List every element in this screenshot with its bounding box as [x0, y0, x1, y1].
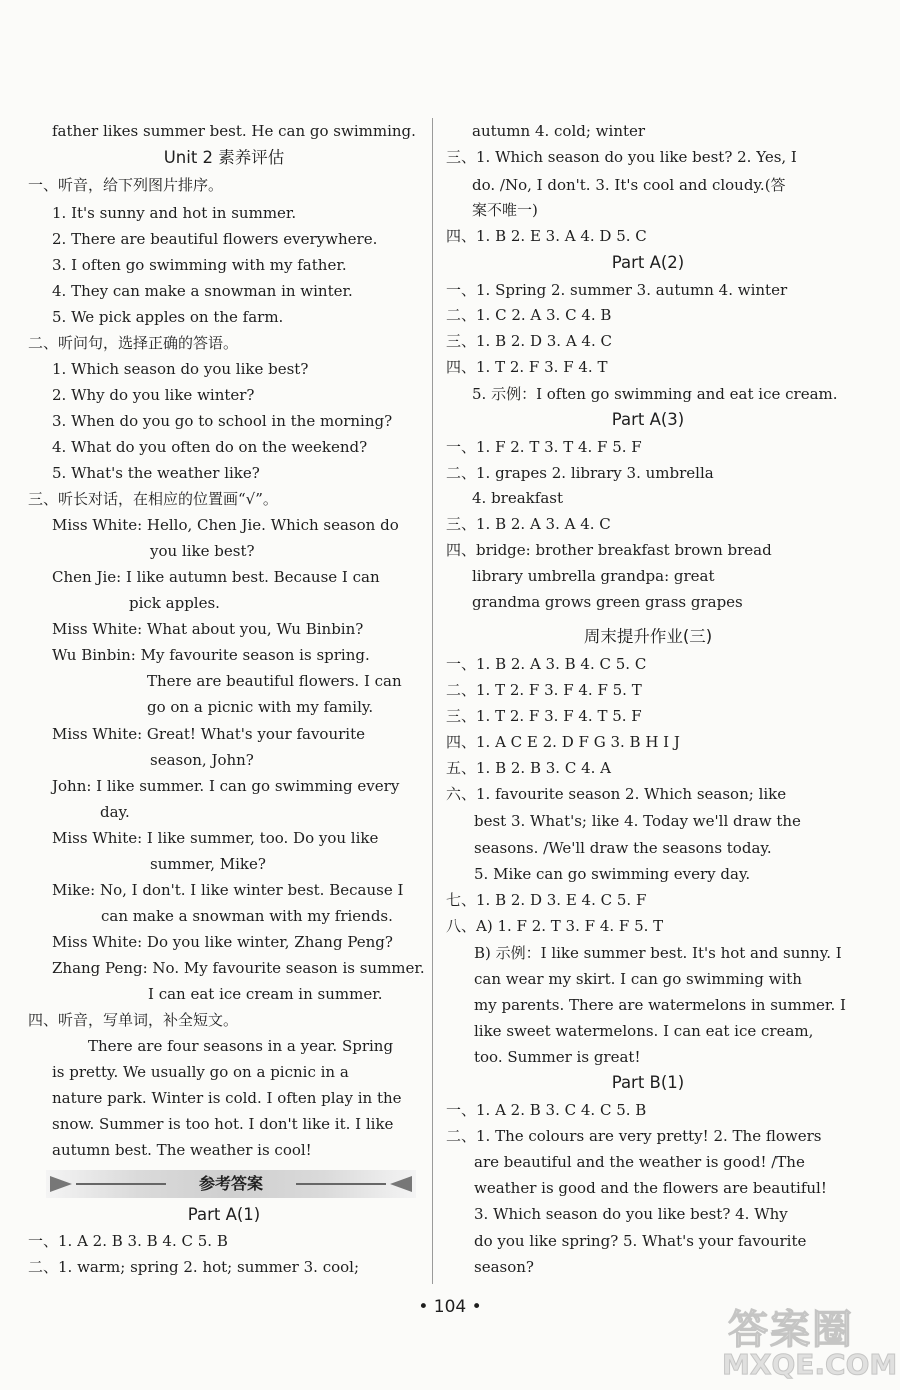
list-item: 4. What do you often do on the weekend?: [52, 438, 368, 456]
section-heading-partA1: Part A(1): [187, 1205, 261, 1224]
list-item: 1. Which season do you like best?: [52, 360, 309, 378]
column-divider: [432, 118, 433, 1284]
question-title: 二、听问句，选择正确的答语。: [28, 334, 239, 352]
section-heading-unit2: Unit 2 素养评估: [163, 148, 285, 167]
answer-line: 一、1. A 2. B 3. C 4. C 5. B: [446, 1101, 647, 1119]
section-heading-partA3: Part A(3): [611, 410, 685, 429]
answer-line: 一、1. B 2. A 3. B 4. C 5. C: [446, 655, 647, 673]
dialogue-line: Miss White: I like summer, too. Do you like: [52, 829, 379, 847]
answer-line: do you like spring? 5. What's your favourite: [474, 1232, 807, 1250]
answer-line: 八、A) 1. F 2. T 3. F 4. F 5. T: [446, 917, 664, 935]
list-item: 3. When do you go to school in the morning?: [52, 412, 393, 430]
list-item: 2. There are beautiful flowers everywhere.: [52, 230, 378, 248]
section-heading-partB1: Part B(1): [611, 1073, 685, 1092]
passage-line: is pretty. We usually go on a picnic in a: [52, 1063, 349, 1081]
answer-line: 案不唯一): [472, 201, 538, 219]
dialogue-line: can make a snowman with my friends.: [101, 907, 393, 925]
page-number: • 104 •: [418, 1297, 482, 1317]
dialogue-line: There are beautiful flowers. I can: [147, 672, 402, 690]
dialogue-line: season, John?: [150, 751, 254, 769]
answer-line: 四、1. T 2. F 3. F 4. T: [446, 358, 608, 376]
dialogue-line: I can eat ice cream in summer.: [148, 985, 383, 1003]
passage-line: There are four seasons in a year. Spring: [88, 1037, 394, 1055]
answer-line: 4. breakfast: [472, 489, 563, 507]
answer-line: library umbrella grandpa: great: [472, 567, 715, 585]
section-heading-weekend3: 周末提升作业(三): [583, 627, 713, 646]
question-title: 四、听音，写单词，补全短文。: [28, 1011, 239, 1029]
dialogue-line: go on a picnic with my family.: [147, 698, 374, 716]
dialogue-line: summer, Mike?: [150, 855, 266, 873]
answer-line: autumn 4. cold; winter: [472, 122, 646, 140]
answer-line: 5. Mike can go swimming every day.: [474, 865, 751, 883]
answer-line: 二、1. C 2. A 3. C 4. B: [446, 306, 612, 324]
answer-line: 三、1. Which season do you like best? 2. Yes, I: [446, 148, 797, 166]
answer-line: 四、1. A C E 2. D F G 3. B H I J: [446, 733, 680, 751]
dialogue-line: Wu Binbin: My favourite season is spring.: [52, 646, 370, 664]
list-item: 4. They can make a snowman in winter.: [52, 282, 353, 300]
dialogue-line: Chen Jie: I like autumn best. Because I can: [52, 568, 380, 586]
list-item: 5. What's the weather like?: [52, 464, 260, 482]
answer-line: 三、1. B 2. A 3. A 4. C: [446, 515, 611, 533]
answer-line: 一、1. A 2. B 3. B 4. C 5. B: [28, 1232, 228, 1250]
dialogue-line: Miss White: What about you, Wu Binbin?: [52, 620, 364, 638]
section-heading-partA2: Part A(2): [611, 253, 685, 272]
dialogue-line: John: I like summer. I can go swimming every: [52, 777, 400, 795]
answer-line: season?: [474, 1258, 534, 1276]
passage-line: nature park. Winter is cold. I often play in the: [52, 1089, 402, 1107]
question-title: 三、听长对话，在相应的位置画“√”。: [28, 490, 278, 508]
answer-line: my parents. There are watermelons in summer. I: [474, 996, 846, 1014]
text-line: father likes summer best. He can go swimming.: [52, 122, 416, 140]
list-item: 2. Why do you like winter?: [52, 386, 255, 404]
answer-line: 二、1. grapes 2. library 3. umbrella: [446, 464, 714, 482]
passage-line: autumn best. The weather is cool!: [52, 1141, 312, 1159]
answer-line: best 3. What's; like 4. Today we'll draw the: [474, 812, 801, 830]
answer-line: 四、bridge: brother breakfast brown bread: [446, 541, 772, 559]
dialogue-line: day.: [100, 803, 130, 821]
answer-line: 3. Which season do you like best? 4. Why: [474, 1205, 788, 1223]
answer-line: 五、1. B 2. B 3. C 4. A: [446, 759, 611, 777]
answer-line: 七、1. B 2. D 3. E 4. C 5. F: [446, 891, 647, 909]
dialogue-line: pick apples.: [129, 594, 220, 612]
watermark-site-text: MXQE.COM: [722, 1348, 898, 1381]
answer-line: grandma grows green grass grapes: [472, 593, 743, 611]
passage-line: snow. Summer is too hot. I don't like it. I like: [52, 1115, 394, 1133]
answer-line: 三、1. B 2. D 3. A 4. C: [446, 332, 612, 350]
answer-line: 六、1. favourite season 2. Which season; like: [446, 785, 787, 803]
answer-line: 二、1. T 2. F 3. F 4. F 5. T: [446, 681, 642, 699]
answer-line: 四、1. B 2. E 3. A 4. D 5. C: [446, 227, 647, 245]
answer-line: 一、1. Spring 2. summer 3. autumn 4. winter: [446, 281, 788, 299]
answer-line: weather is good and the flowers are beautiful!: [474, 1179, 827, 1197]
answer-line: too. Summer is great!: [474, 1048, 641, 1066]
dialogue-line: Zhang Peng: No. My favourite season is summer.: [52, 959, 425, 977]
dialogue-line: you like best?: [150, 542, 255, 560]
answer-line: can wear my skirt. I can go swimming with: [474, 970, 802, 988]
answer-line: 一、1. F 2. T 3. T 4. F 5. F: [446, 438, 642, 456]
dialogue-line: Miss White: Do you like winter, Zhang Peng?: [52, 933, 393, 951]
watermark-logo: [722, 1298, 898, 1382]
answer-line: like sweet watermelons. I can eat ice cream,: [474, 1022, 814, 1040]
answer-line: are beautiful and the weather is good! /The: [474, 1153, 805, 1171]
list-item: 3. I often go swimming with my father.: [52, 256, 347, 274]
question-title: 一、听音，给下列图片排序。: [28, 176, 224, 194]
list-item: 1. It's sunny and hot in summer.: [52, 204, 297, 222]
watermark-logo-text: 答案圈: [728, 1307, 854, 1353]
answer-line: seasons. /We'll draw the seasons today.: [474, 839, 772, 857]
answer-line: B) 示例：I like summer best. It's hot and sunny. I: [474, 944, 842, 962]
dialogue-line: Mike: No, I don't. I like winter best. Because I: [52, 881, 404, 899]
dialogue-line: Miss White: Great! What's your favourite: [52, 725, 365, 743]
answer-line: 5. 示例：I often go swimming and eat ice cream.: [472, 385, 838, 403]
list-item: 5. We pick apples on the farm.: [52, 308, 284, 326]
answer-line: do. /No, I don't. 3. It's cool and cloudy.(答: [472, 176, 786, 194]
answer-line: 二、1. The colours are very pretty! 2. The flowers: [446, 1127, 822, 1145]
dialogue-line: Miss White: Hello, Chen Jie. Which season do: [52, 516, 399, 534]
answer-line: 三、1. T 2. F 3. F 4. T 5. F: [446, 707, 642, 725]
banner-title: 参考答案: [198, 1174, 263, 1193]
answer-line: 二、1. warm; spring 2. hot; summer 3. cool;: [28, 1258, 360, 1276]
answer-key-banner: [46, 1170, 416, 1198]
